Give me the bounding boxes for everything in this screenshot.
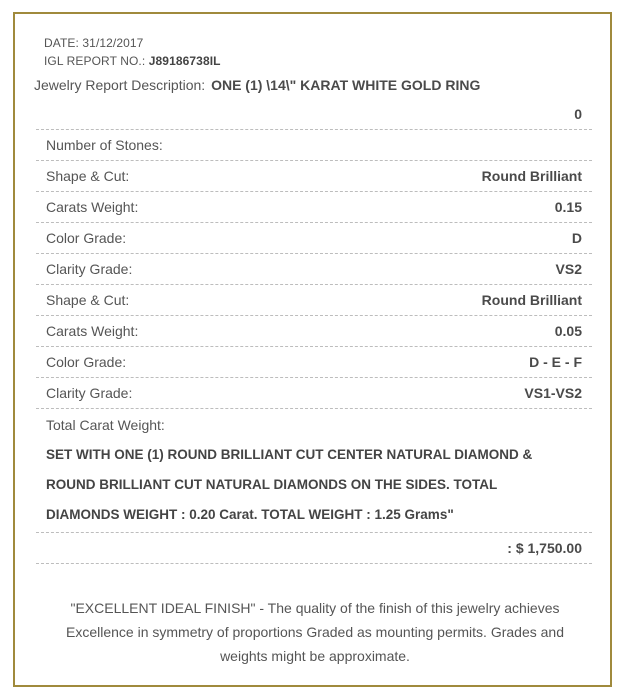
spec-row xyxy=(36,223,592,254)
spec-label: Carats Weight: xyxy=(46,323,139,339)
spec-label: Color Grade: xyxy=(46,230,127,246)
spec-row xyxy=(36,130,592,161)
spec-row xyxy=(36,347,592,378)
spec-row xyxy=(36,254,592,285)
description-label: Jewelry Report Description: xyxy=(34,77,206,93)
spec-value: Round Brilliant xyxy=(481,292,582,308)
report-card xyxy=(13,12,612,687)
spec-label: Shape & Cut: xyxy=(46,168,130,184)
total-row xyxy=(36,409,592,440)
spec-value: D xyxy=(571,230,582,246)
spec-value: VS2 xyxy=(555,261,582,277)
spec-label: Carats Weight: xyxy=(46,199,139,215)
specs-table xyxy=(36,99,592,564)
spec-value: Round Brilliant xyxy=(481,168,582,184)
spec-value: D - E - F xyxy=(529,354,582,370)
spec-row-first xyxy=(36,99,592,130)
spec-row xyxy=(36,285,592,316)
note-line: SET WITH ONE (1) ROUND BRILLIANT CUT CENTER NATURAL DIAMOND & xyxy=(46,447,533,462)
total-label: Total Carat Weight: xyxy=(46,416,165,433)
first-value: 0 xyxy=(574,106,582,122)
spec-row xyxy=(36,192,592,223)
spec-label: Shape & Cut: xyxy=(46,292,130,308)
spec-value: 0.15 xyxy=(554,199,582,215)
report-number-label: IGL REPORT NO.: xyxy=(44,54,146,68)
report-number xyxy=(44,54,221,68)
report-description xyxy=(34,77,480,93)
total-section xyxy=(36,409,592,533)
price-value: : $ 1,750.00 xyxy=(507,540,582,556)
spec-row xyxy=(36,378,592,409)
spec-row xyxy=(36,316,592,347)
date-value: 31/12/2017 xyxy=(82,36,144,50)
spec-label: Number of Stones: xyxy=(46,137,163,153)
report-number-value: J89186738IL xyxy=(148,54,221,68)
date-label: DATE: xyxy=(44,36,79,50)
spec-label: Clarity Grade: xyxy=(46,261,133,277)
price-row xyxy=(36,533,592,564)
spec-value: VS1-VS2 xyxy=(524,385,582,401)
spec-label: Color Grade: xyxy=(46,354,127,370)
spec-value: 0.05 xyxy=(554,323,582,339)
spec-row xyxy=(36,161,592,192)
note-line: DIAMONDS WEIGHT : 0.20 Carat. TOTAL WEIGHT : 1.25 Grams" xyxy=(46,507,454,522)
finish-note: "EXCELLENT IDEAL FINISH" - The quality of the finish of this jewelry achieves Excellence in symmetry of proportions Graded as mounting permits. Grades and weights might be approximate. xyxy=(65,600,564,664)
spec-label: Clarity Grade: xyxy=(46,385,133,401)
notes-block xyxy=(36,440,592,530)
description-value: ONE (1) \14\" KARAT WHITE GOLD RING xyxy=(211,77,481,93)
note-line: ROUND BRILLIANT CUT NATURAL DIAMONDS ON THE SIDES. TOTAL xyxy=(46,477,498,492)
report-date xyxy=(44,36,143,50)
